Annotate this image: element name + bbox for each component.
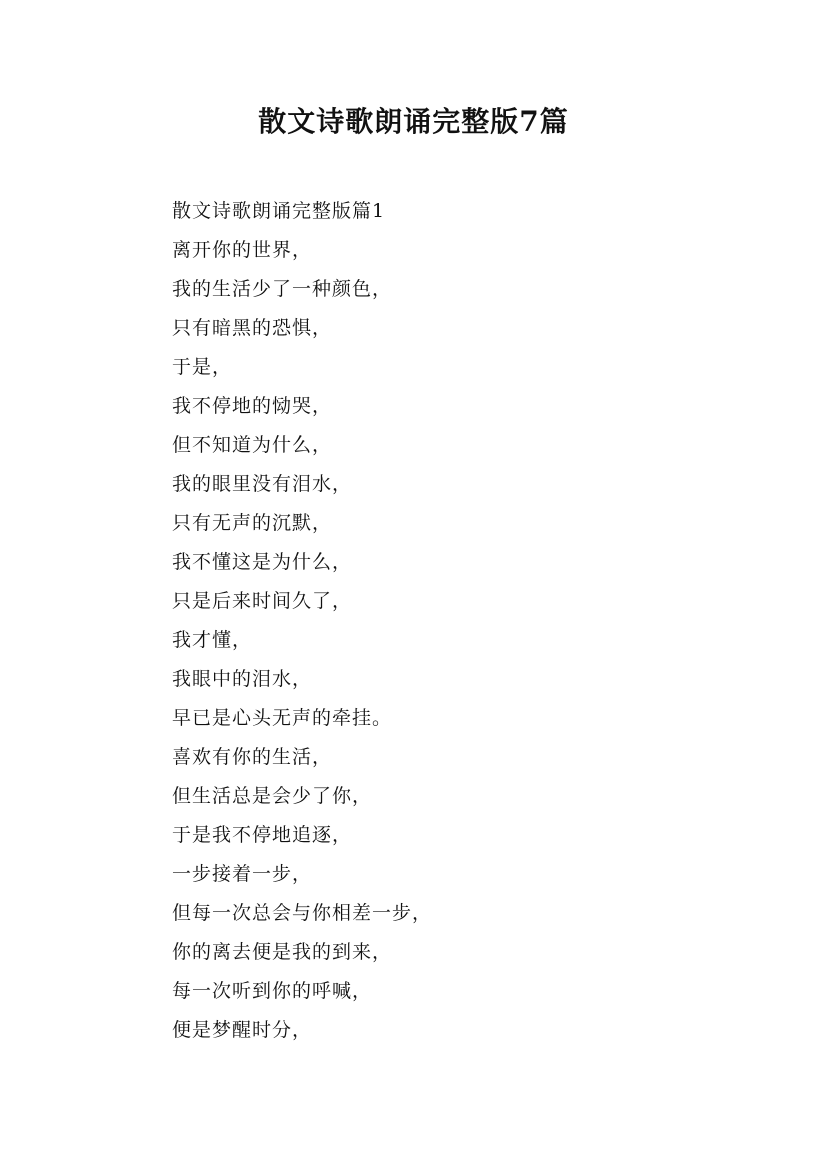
poem-line: 于是， [172, 356, 233, 378]
poem-line: 但生活总是会少了你， [172, 785, 373, 807]
poem-body [172, 192, 732, 1050]
poem-line: 我不停地的恸哭， [172, 395, 333, 417]
poem-line: 早已是心头无声的牵挂。 [172, 707, 393, 729]
poem-line: 我才懂， [172, 629, 253, 651]
poem-line: 但每一次总会与你相差一步， [172, 902, 433, 924]
poem-line: 但不知道为什么， [172, 434, 333, 456]
poem-line: 只有无声的沉默， [172, 512, 333, 534]
poem-line: 喜欢有你的生活， [172, 746, 333, 768]
poem-line: 每一次听到你的呼喊， [172, 980, 373, 1002]
poem-line: 我眼中的泪水， [172, 668, 313, 690]
poem-line: 离开你的世界， [172, 239, 313, 261]
poem-line: 便是梦醒时分， [172, 1019, 313, 1041]
poem-line: 只有暗黑的恐惧， [172, 317, 333, 339]
poem-line: 一步接着一步， [172, 863, 313, 885]
poem-line: 于是我不停地追逐， [172, 824, 353, 846]
poem-line: 我的眼里没有泪水， [172, 473, 353, 495]
poem-line: 你的离去便是我的到来， [172, 941, 393, 963]
poem-line: 我不懂这是为什么， [172, 551, 353, 573]
poem-line: 我的生活少了一种颜色， [172, 278, 393, 300]
poem-line: 散文诗歌朗诵完整版篇1 [172, 200, 386, 222]
document-title: 散文诗歌朗诵完整版7篇 [258, 105, 569, 138]
poem-line: 只是后来时间久了， [172, 590, 353, 612]
